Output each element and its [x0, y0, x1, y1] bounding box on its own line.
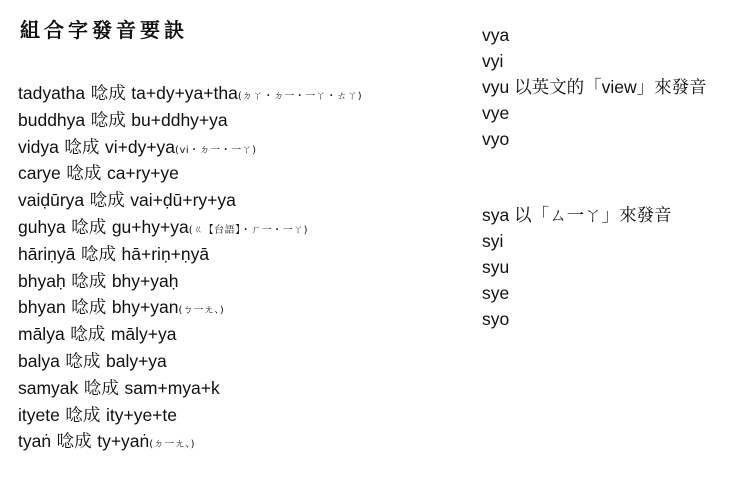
syllable-breakdown: ity+ye+te [105, 404, 177, 425]
word: bhyaḥ [18, 270, 66, 291]
word: tadyatha [18, 83, 86, 103]
phonetic-note: (ㄍ【台語】・ㄏ一・一ㄚ) [188, 224, 309, 236]
syllable-breakdown: ta+dy+ya+tha [131, 83, 238, 103]
read-as-label: 唸成 [84, 191, 131, 212]
read-as-label: 唸成 [59, 351, 106, 372]
group-spacer [482, 152, 707, 202]
word: guhya [18, 216, 66, 237]
list-item [18, 214, 362, 241]
list-item: sya 以「ㄙ一ㄚ」來發音 [482, 205, 672, 225]
syllable-breakdown: bhy+yaḥ [111, 270, 179, 291]
word: ityete [18, 404, 60, 425]
list-item: syu [482, 257, 510, 277]
read-as-label: 唸成 [64, 325, 111, 346]
phonetic-note: (ㄅ一ㄤ、) [178, 305, 225, 317]
read-as-label: 唸成 [65, 271, 112, 292]
list-item [18, 428, 362, 455]
word: buddhya [18, 109, 86, 130]
list-item [18, 160, 362, 187]
right-pronunciation-list [482, 22, 707, 332]
read-as-label: 唸成 [51, 432, 98, 453]
syllable-breakdown: hā+riṇ+ṇyā [121, 243, 210, 264]
read-as-label: 唸成 [65, 298, 112, 319]
word: bhyan [18, 297, 66, 318]
phonetic-note: (vi・ㄉ一・一ㄚ) [175, 144, 257, 156]
list-item: syi [482, 231, 504, 251]
list-item [18, 241, 362, 268]
list-item: vye [482, 103, 510, 123]
syllable-breakdown: bu+ddhy+ya [131, 109, 228, 130]
word: carye [18, 163, 61, 184]
list-item [18, 321, 362, 348]
list-item [18, 402, 362, 429]
phonetic-note: (ㄉ一ㄤ、) [149, 439, 196, 451]
list-item [18, 348, 362, 375]
read-as-label: 唸成 [59, 405, 106, 426]
word: mālya [18, 324, 65, 345]
syllable-breakdown: sam+mya+k [124, 377, 220, 398]
list-item: vyu 以英文的「view」來發音 [482, 77, 707, 97]
list-item [18, 107, 362, 134]
syllable-breakdown: ty+yaṅ [97, 431, 150, 452]
list-item: sye [482, 283, 510, 303]
read-as-label: 唸成 [85, 110, 132, 131]
word: hāriṇyā [18, 243, 76, 264]
syllable-breakdown: bhy+yan [111, 297, 179, 318]
syllable-breakdown: vi+dy+ya [105, 136, 176, 157]
syllable-breakdown: gu+hy+ya [111, 216, 189, 237]
read-as-label: 唸成 [85, 84, 132, 104]
word: tyaṅ [18, 431, 52, 452]
word: vidya [18, 136, 59, 157]
phonetic-note: (ㄉㄚ・ㄉ一・一ㄚ・ㄊㄚ) [237, 91, 363, 102]
page-title: 組合字發音要訣 [20, 18, 188, 42]
word: vaiḍūrya [18, 190, 85, 211]
word: samyak [18, 377, 79, 398]
list-item [18, 375, 362, 402]
read-as-label: 唸成 [65, 217, 112, 238]
read-as-label: 唸成 [58, 137, 105, 158]
syllable-breakdown: ca+ry+ye [106, 163, 179, 184]
list-item: vyi [482, 51, 504, 71]
syllable-breakdown: baly+ya [105, 350, 167, 371]
list-item: vyo [482, 129, 510, 149]
read-as-label: 唸成 [60, 164, 107, 185]
list-item [18, 268, 362, 295]
list-item [18, 134, 362, 161]
list-item: syo [482, 309, 510, 329]
read-as-label: 唸成 [75, 244, 122, 265]
syllable-breakdown: vai+ḍū+ry+ya [130, 190, 236, 211]
list-item [18, 187, 362, 214]
list-item [18, 294, 362, 321]
list-item [18, 80, 362, 107]
list-item: vya [482, 25, 510, 45]
left-pronunciation-list [18, 80, 362, 455]
syllable-breakdown: māly+ya [110, 324, 177, 345]
word: balya [18, 350, 60, 371]
read-as-label: 唸成 [78, 378, 125, 399]
